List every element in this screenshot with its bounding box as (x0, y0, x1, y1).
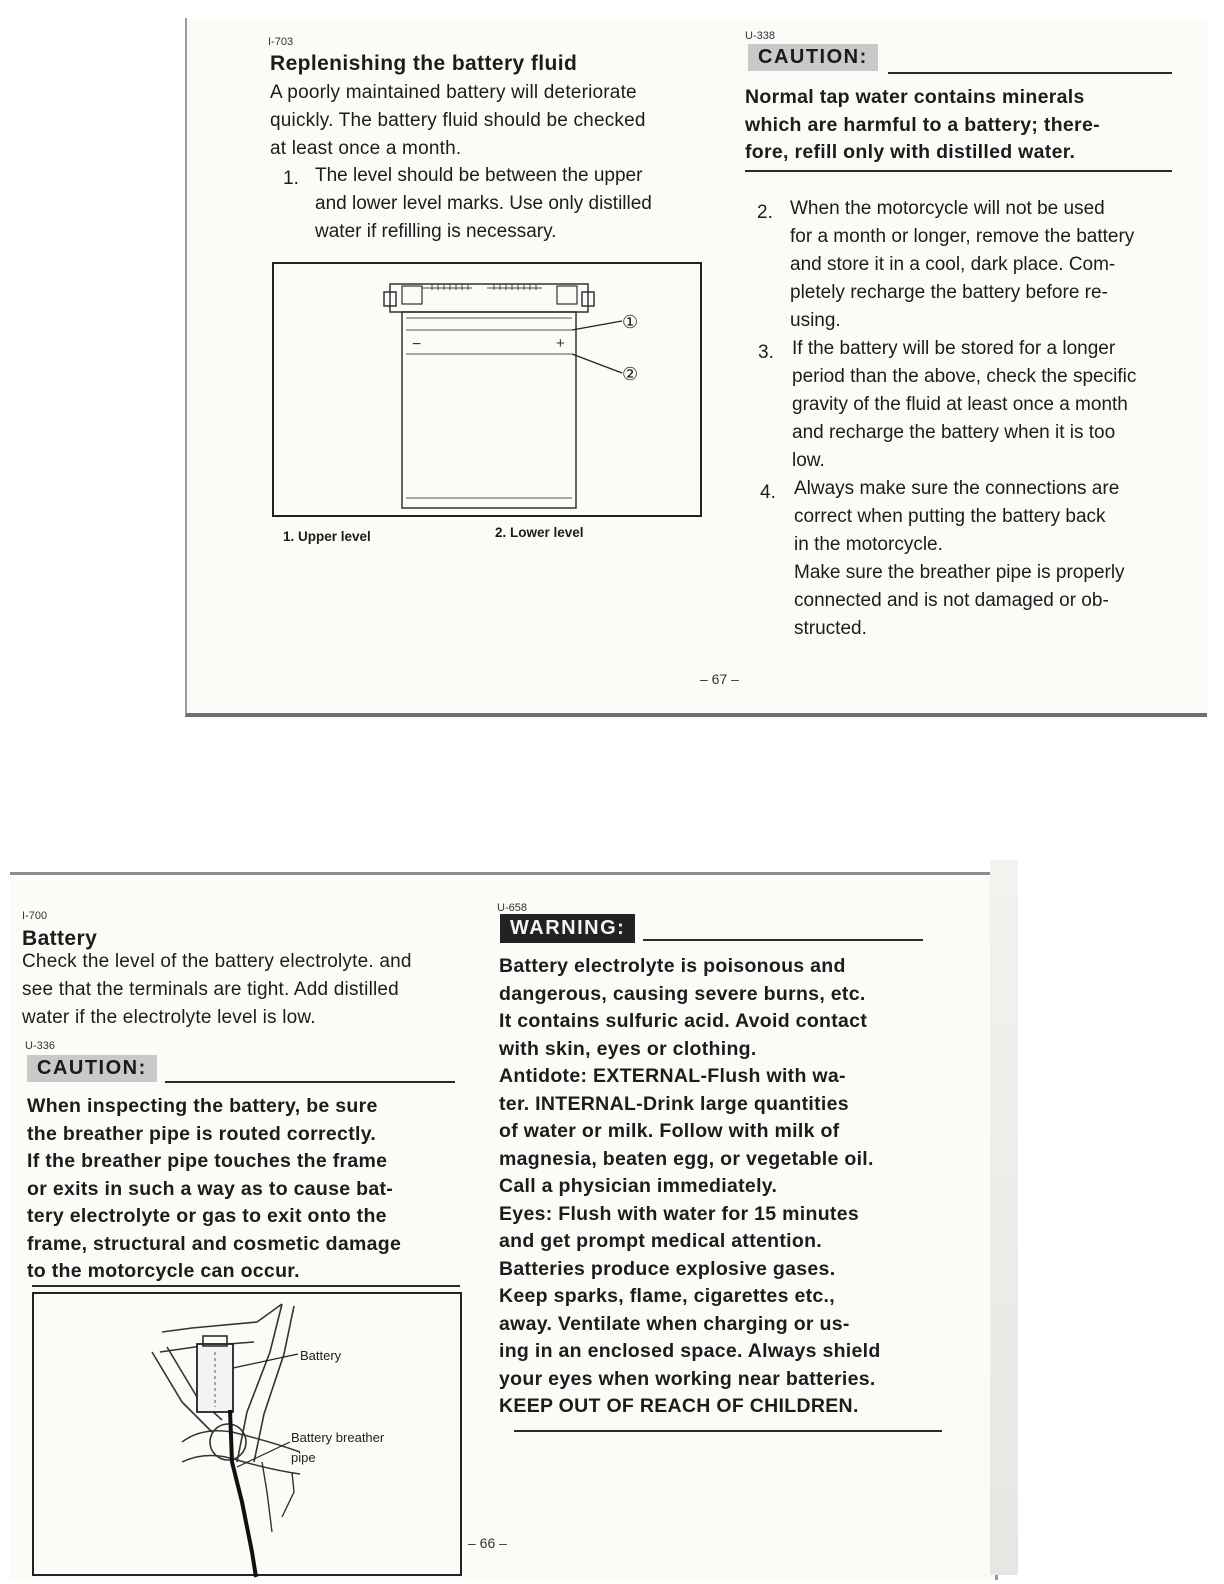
warning-line: It contains sulfuric acid. Avoid contact (499, 1010, 868, 1032)
step-line: The level should be between the upper (315, 165, 643, 186)
caution-line: to the motorcycle can occur. (27, 1260, 300, 1282)
intro-paragraph (22, 948, 492, 1032)
plus-sign: + (556, 335, 565, 352)
intro-paragraph (270, 79, 710, 163)
step-line: water if refilling is necessary. (315, 221, 557, 242)
intro-line: A poorly maintained battery will deteriorate (270, 82, 637, 103)
figure-caption-lower: 2. Lower level (495, 525, 584, 540)
caution-line: If the breather pipe touches the frame (27, 1150, 388, 1172)
warning-line: Eyes: Flush with water for 15 minutes (499, 1202, 860, 1225)
breather-pipe-figure (32, 1292, 464, 1580)
warning-line: ter. INTERNAL-Drink large quantities (499, 1092, 849, 1115)
step-line: Always make sure the connections are (794, 478, 1120, 499)
step-line: If the battery will be stored for a longer (792, 338, 1116, 359)
battery-level-figure (272, 262, 704, 520)
step-number: 3. (758, 342, 774, 363)
step-number: 2. (757, 202, 773, 223)
label-breather-line2: pipe (291, 1450, 316, 1465)
warning-line: dangerous, causing severe burns, etc. (499, 982, 866, 1005)
step-body (792, 335, 1192, 475)
section-title: Replenishing the battery fluid (270, 52, 578, 75)
step-line: structed. (794, 618, 867, 639)
section-title: Battery (22, 927, 98, 950)
step-body (790, 195, 1190, 335)
warning-code: U-658 (497, 902, 527, 914)
warning-line: away. Ventilate when charging or us- (499, 1312, 850, 1335)
caution-line: the breather pipe is routed correctly. (27, 1122, 377, 1145)
intro-line: at least once a month. (270, 138, 462, 159)
callout-upper-level: ① (622, 312, 639, 332)
callout-lower-level: ② (622, 364, 639, 384)
warning-rule (643, 939, 923, 941)
caution-line: tery electrolyte or gas to exit onto the (27, 1205, 387, 1227)
caution-code: U-336 (25, 1040, 55, 1052)
step-line: and recharge the battery when it is too (792, 422, 1116, 443)
minus-sign: − (412, 336, 422, 353)
caution-bottom-rule (32, 1285, 460, 1287)
warning-line: your eyes when working near batteries. (499, 1367, 876, 1390)
step-body (315, 162, 715, 246)
caution-line: which are harmful to a battery; there- (745, 113, 1100, 136)
intro-line: quickly. The battery fluid should be checked (270, 110, 646, 131)
page-number: – 67 – (700, 671, 739, 687)
caution-rule (165, 1081, 455, 1083)
warning-line: ing in an enclosed space. Always shield (499, 1340, 881, 1362)
page-gutter (990, 860, 1018, 1575)
step-line: low. (792, 450, 825, 471)
warning-line: Battery electrolyte is poisonous and (499, 955, 846, 977)
caution-text (27, 1093, 477, 1286)
step-line: period than the above, check the specific (792, 366, 1137, 387)
intro-line: Check the level of the battery electrolyte. and (22, 951, 412, 972)
caution-line: When inspecting the battery, be sure (27, 1095, 378, 1117)
step-body (794, 475, 1194, 643)
step-line: connected and is not damaged or ob- (794, 590, 1109, 611)
step-line: When the motorcycle will not be used (790, 198, 1105, 219)
step-line: correct when putting the battery back (794, 506, 1106, 527)
label-breather-line1: Battery breather (291, 1430, 385, 1445)
warning-badge: WARNING: (500, 914, 635, 943)
section-code: I-703 (268, 36, 294, 48)
warning-line: Batteries produce explosive gases. (499, 1257, 836, 1280)
caution-rule (888, 72, 1172, 74)
warning-bottom-rule (514, 1430, 942, 1432)
warning-line: magnesia, beaten egg, or vegetable oil. (499, 1147, 874, 1170)
step-line: Make sure the breather pipe is properly (794, 562, 1125, 583)
warning-line: Keep sparks, flame, cigarettes etc., (499, 1285, 835, 1307)
warning-line: Call a physician immediately. (499, 1175, 778, 1197)
caution-badge: CAUTION: (748, 44, 878, 71)
page-number: – 66 – (468, 1535, 507, 1551)
intro-line: water if the electrolyte level is low. (22, 1007, 316, 1028)
step-line: in the motorcycle. (794, 534, 943, 555)
caution-line: or exits in such a way as to cause bat- (27, 1177, 394, 1200)
caution-bottom-rule (745, 170, 1172, 172)
caution-line: frame, structural and cosmetic damage (27, 1232, 402, 1255)
step-line: and store it in a cool, dark place. Com- (790, 254, 1116, 275)
warning-text (499, 953, 959, 1421)
caution-line: fore, refill only with distilled water. (745, 141, 1076, 163)
step-number: 1. (283, 168, 299, 189)
step-number: 4. (760, 482, 776, 503)
warning-line: Antidote: EXTERNAL-Flush with wa- (499, 1065, 846, 1087)
warning-line: with skin, eyes or clothing. (499, 1037, 757, 1060)
step-line: pletely recharge the battery before re- (790, 282, 1108, 303)
warning-line: and get prompt medical attention. (499, 1230, 823, 1252)
section-code: I-700 (22, 910, 48, 922)
label-battery: Battery (300, 1348, 342, 1363)
step-line: using. (790, 310, 841, 331)
caution-code: U-338 (745, 30, 775, 42)
caution-badge: CAUTION: (27, 1055, 157, 1082)
step-line: for a month or longer, remove the battery (790, 226, 1135, 247)
warning-line: KEEP OUT OF REACH OF CHILDREN. (499, 1395, 859, 1417)
caution-text (745, 84, 1185, 167)
warning-line: of water or milk. Follow with milk of (499, 1120, 840, 1142)
step-line: gravity of the fluid at least once a month (792, 394, 1128, 415)
figure-caption-upper: 1. Upper level (283, 529, 371, 544)
caution-line: Normal tap water contains minerals (745, 86, 1085, 108)
intro-line: see that the terminals are tight. Add distilled (22, 979, 399, 1000)
step-line: and lower level marks. Use only distilled (315, 193, 652, 214)
